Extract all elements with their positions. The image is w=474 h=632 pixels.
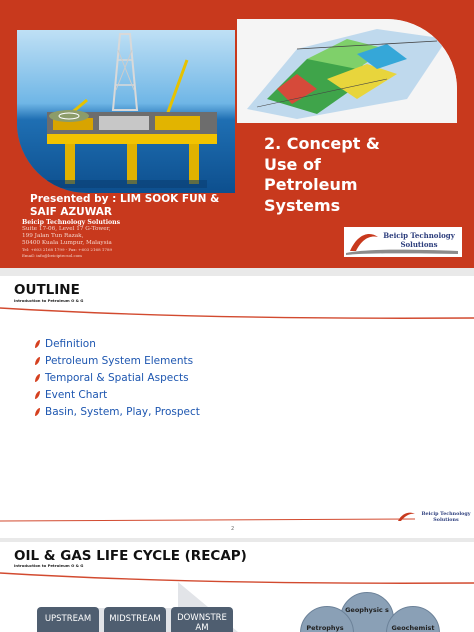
offshore-rig-photo [17,30,235,193]
footer-logo-text [418,512,474,523]
title-slide [0,0,474,268]
list-item-label: Temporal & Spatial Aspects [45,371,189,384]
stage-label: DOWNSTRE AM [177,613,227,632]
address-line: 199 Jalan Tun Razak, [22,233,84,239]
lifecycle-title: OIL & GAS LIFE CYCLE (RECAP) [14,548,247,564]
page-number: 2 [231,526,235,532]
circle-label: Geophysic s [345,606,389,614]
stage-label: MIDSTREAM [109,614,161,624]
list-item-label: Petroleum System Elements [45,354,194,367]
title-line: Systems [264,195,341,215]
slide-title [264,134,464,216]
presenter-line: SAIF AZUWAR [30,206,113,218]
red-leaf-bullet-icon [34,356,41,366]
red-leaf-bullet-icon [34,339,41,349]
red-leaf-bullet-icon [34,390,41,400]
title-line: Use of [264,154,321,174]
logo-text [376,232,462,249]
stage-downstream [171,607,233,632]
list-item [34,369,200,386]
red-leaf-bullet-icon [34,407,41,417]
reservoir-model-image [237,19,457,123]
list-item-label: Definition [45,337,96,350]
logo-text-line: Beicip Technology [421,511,471,517]
stage-midstream [104,607,166,632]
list-item-label: Basin, System, Play, Prospect [45,405,200,418]
company-name: Beicip Technology Solutions [22,219,121,226]
circle-label: Petrophys [306,624,344,632]
list-item [34,352,200,369]
list-item [34,403,200,420]
address-line: 50400 Kuala Lumpur, Malaysia [22,240,112,246]
title-line: 2. Concept & [264,134,380,153]
outline-title: OUTLINE [14,282,80,298]
slide-divider [0,268,474,276]
circle-label: Geochemist [391,624,435,632]
slide-divider [0,538,474,542]
title-line: Petroleum [264,175,358,194]
header-swoosh-line [0,305,474,321]
address-line: Suite 17-06, Level 17 G-Tower, [22,226,111,232]
red-leaf-bullet-icon [34,373,41,383]
company-address [22,226,112,258]
logo-text-line: Solutions [433,516,459,523]
stage-upstream [37,607,99,632]
lifecycle-subtitle: Introduction to Petroleum O & G [14,563,84,568]
list-item [34,386,200,403]
contact-email: Email: info@beiciptecsol.com [22,252,82,258]
footer-swoosh-line [0,509,474,525]
contact-phone: Tel: +603 2168 1799 - Fax: +603 2168 1789 [22,247,113,252]
presenter-line: Presented by : LIM SOOK FUN & [30,193,220,205]
outline-list [34,335,200,420]
logo-text-line: Beicip Technology [383,231,455,240]
list-item-label: Event Chart [45,388,108,401]
outline-subtitle: Introduction to Petroleum O & G [14,298,84,303]
stage-label: UPSTREAM [44,614,92,624]
logo-text-line: Solutions [400,239,438,249]
list-item [34,335,200,352]
presenter-block [30,193,235,219]
